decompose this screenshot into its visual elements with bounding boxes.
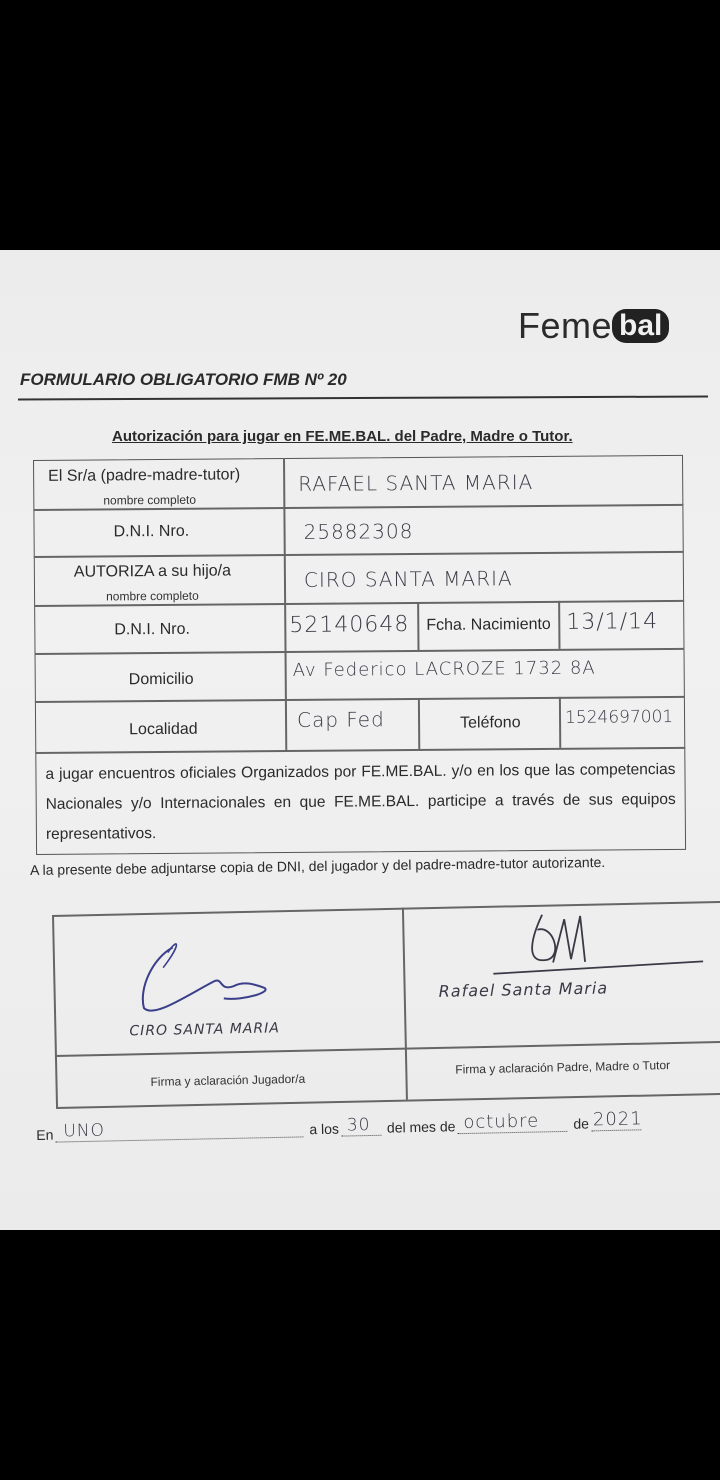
sig-border	[52, 915, 58, 1107]
year-label: de	[573, 1115, 590, 1132]
day-field	[341, 1114, 381, 1137]
data-table	[33, 455, 686, 855]
parent-name: RAFAEL SANTA MARIA	[298, 470, 534, 496]
logo-word: Feme	[518, 305, 613, 346]
birth-date: 13/1/14	[566, 609, 659, 635]
parent-dni-label: D.N.I. Nro.	[113, 522, 190, 541]
birth-date-label: Fcha. Nacimiento	[426, 615, 551, 634]
form-title: FORMULARIO OBLIGATORIO FMB Nº 20	[20, 370, 347, 389]
parent-clarification: Rafael Santa Maria	[438, 978, 609, 1001]
title-rule	[18, 395, 708, 400]
year-value: 2021	[592, 1108, 643, 1131]
player-clarification: CIRO SANTA MARIA	[129, 1020, 281, 1040]
parent-sublabel: nombre completo	[103, 492, 197, 508]
phone: 1524697001	[564, 706, 674, 728]
year-field	[591, 1107, 641, 1131]
parent-dni: 25882308	[303, 519, 414, 544]
city: Cap Fed	[296, 707, 385, 732]
city-label: Localidad	[129, 720, 198, 739]
form-sheet	[0, 250, 720, 1230]
address-label: Domicilio	[128, 670, 194, 689]
place-value: UNO	[63, 1120, 106, 1142]
sig-border	[56, 1093, 720, 1109]
day-value: 30	[346, 1114, 371, 1136]
place-field	[55, 1118, 303, 1142]
authorization-text: a jugar encuentros oficiales Organizados por FE.ME.BAL. y/o en los que las competencias Nacionales y/o Internacionales en que FE.ME.BAL. participe a través de sus equipos representativos.	[45, 760, 676, 843]
sig-divider	[55, 1041, 720, 1057]
player-signature	[122, 925, 284, 1018]
date-line	[36, 1107, 641, 1143]
place-label: En	[36, 1126, 54, 1143]
attachment-note: A la presente debe adjuntarse copia de DNI, del jugador y del padre-madre-tutor autorizante.	[30, 853, 606, 878]
child-label: AUTORIZA a su hijo/a	[73, 562, 232, 581]
day-label: a los	[309, 1120, 340, 1138]
logo-badge: bal	[612, 309, 669, 343]
phone-label: Teléfono	[460, 714, 521, 732]
child-dni-label: D.N.I. Nro.	[114, 620, 190, 639]
address: Av Federico LACROZE 1732 8A	[292, 657, 596, 681]
parent-signature	[452, 901, 714, 986]
parent-caption: Firma y aclaración Padre, Madre o Tutor	[455, 1058, 671, 1077]
month-field	[457, 1109, 567, 1134]
authorization-title: Autorización para jugar en FE.ME.BAL. del Padre, Madre o Tutor.	[112, 428, 573, 445]
sig-divider	[402, 908, 408, 1100]
logo	[518, 305, 669, 347]
parent-label: El Sr/a (padre-madre-tutor)	[48, 466, 241, 485]
month-label: del mes de	[386, 1118, 456, 1136]
child-sublabel: nombre completo	[106, 588, 199, 604]
child-dni: 52140648	[289, 612, 410, 638]
signature-table	[52, 901, 720, 1110]
child-name: CIRO SANTA MARIA	[303, 566, 513, 592]
month-value: octubre	[463, 1110, 540, 1134]
player-caption: Firma y aclaración Jugador/a	[150, 1071, 306, 1089]
